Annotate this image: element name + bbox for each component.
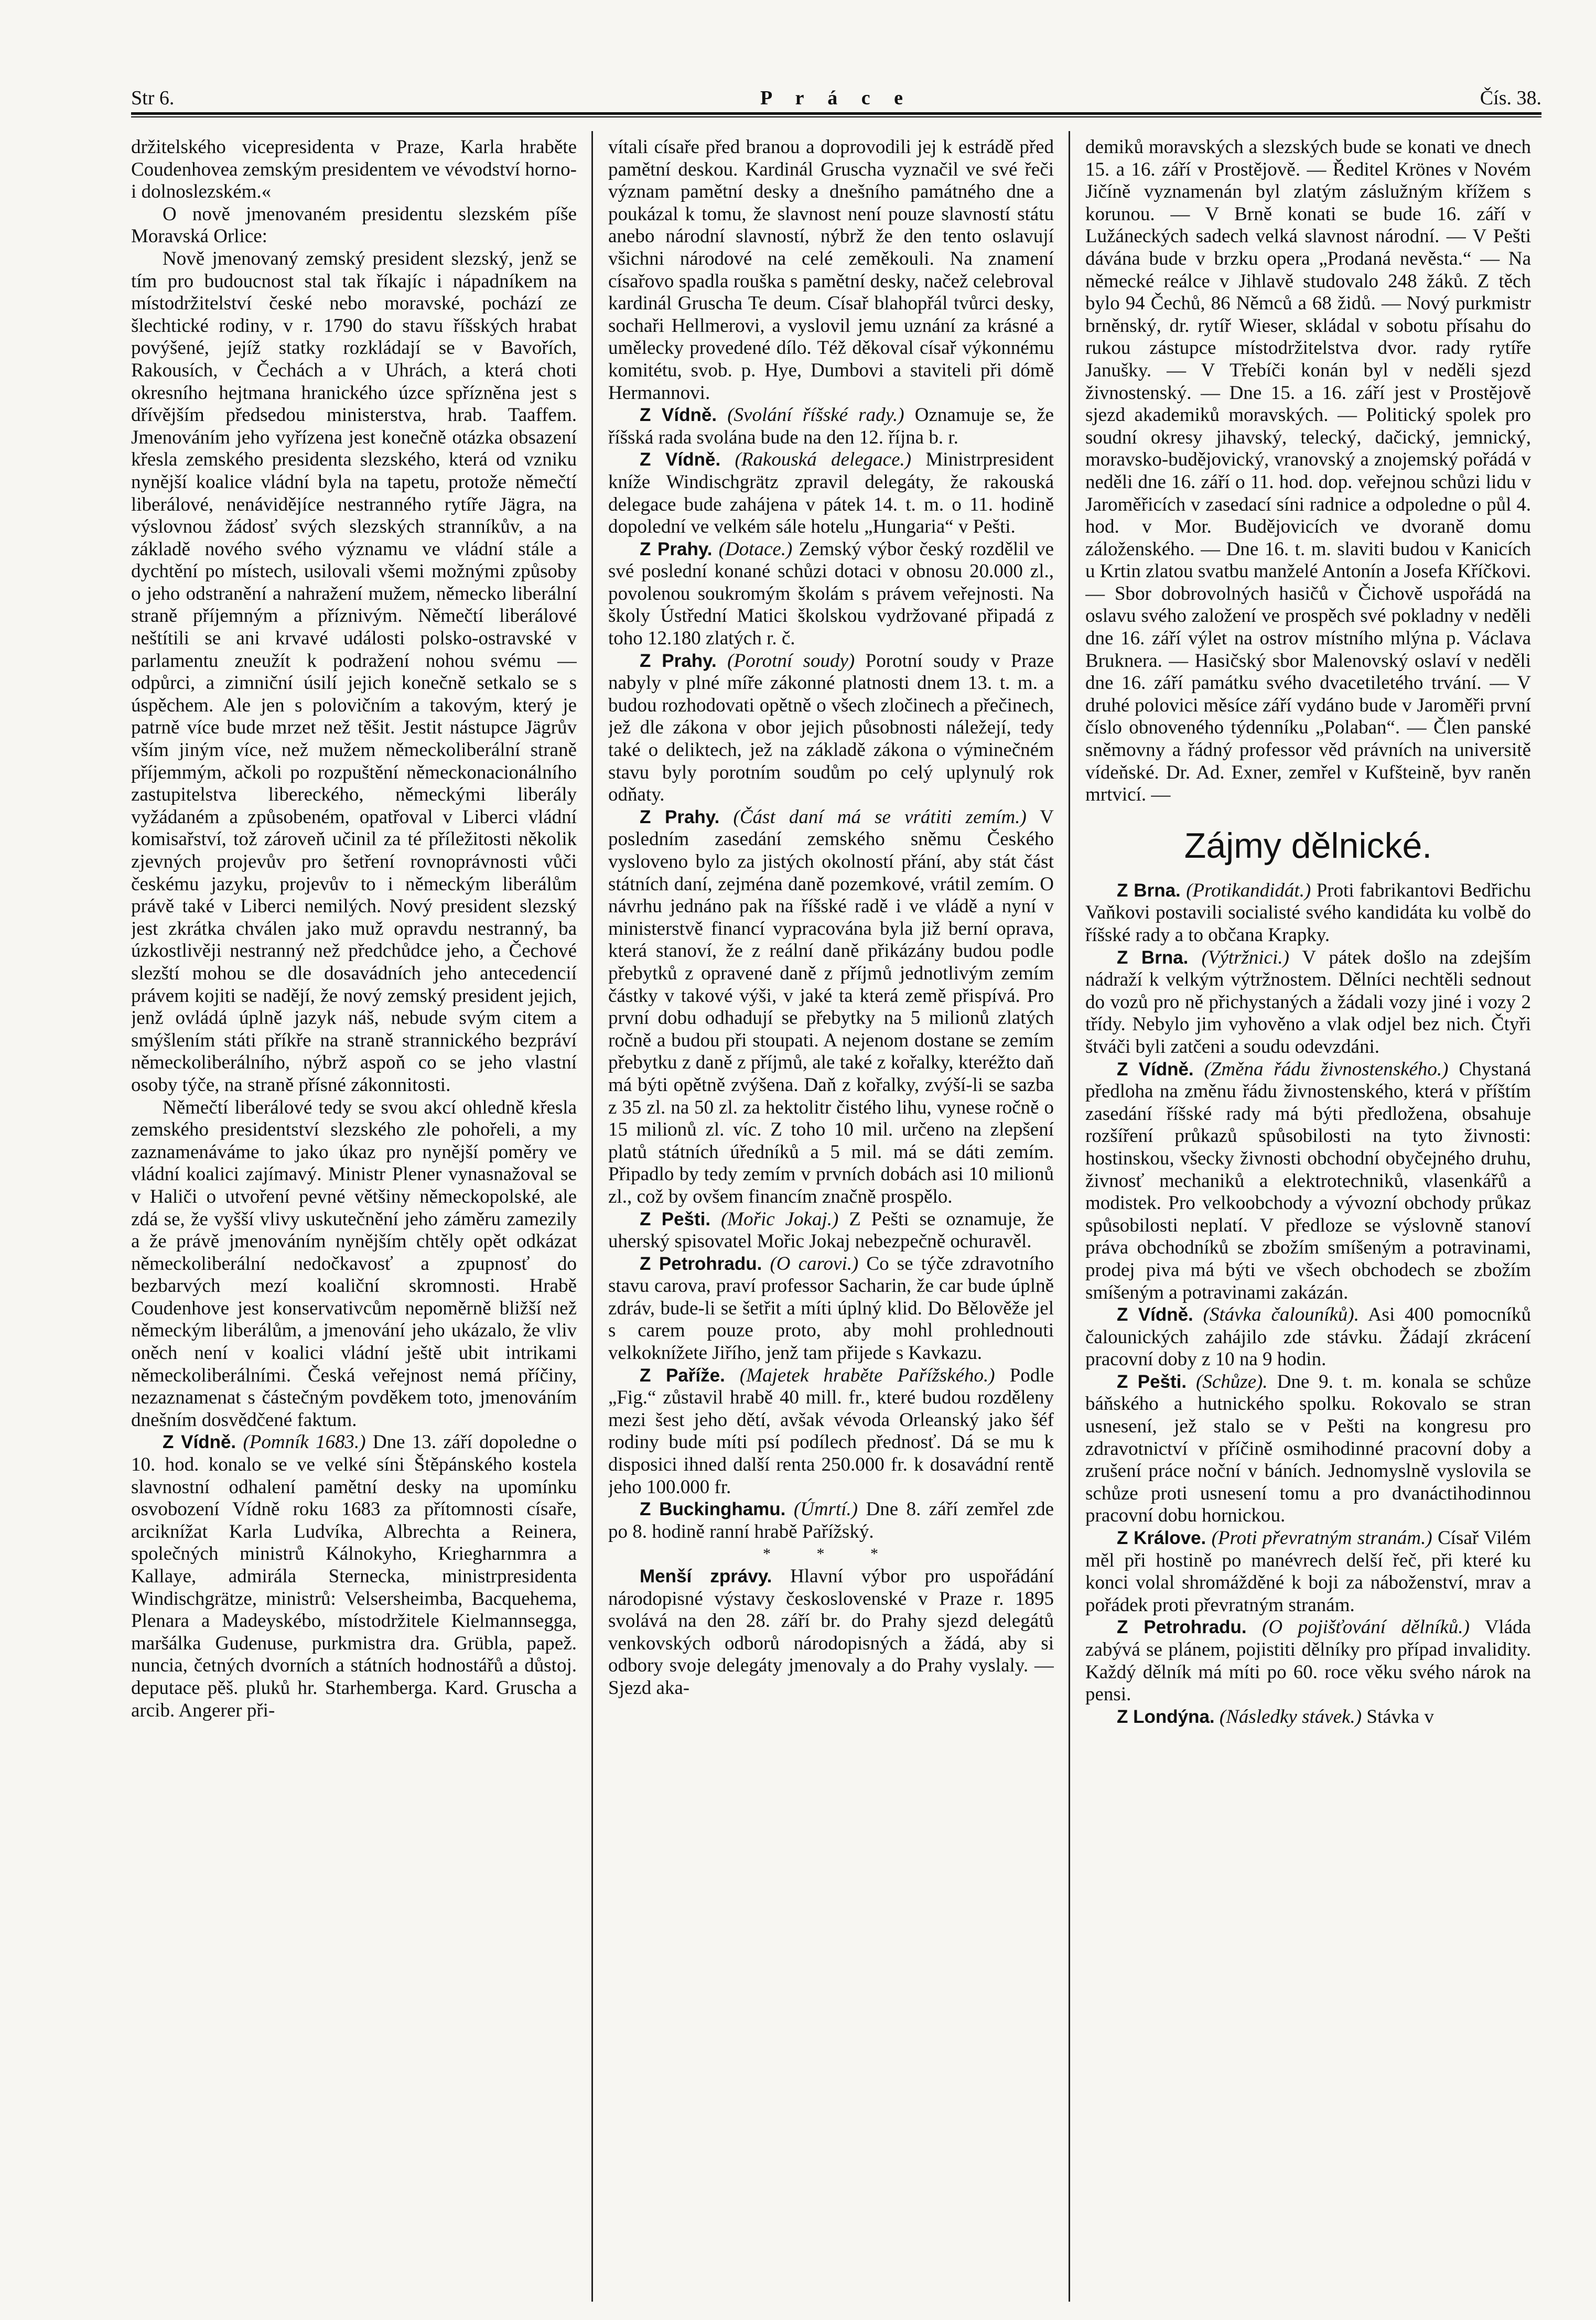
item-text: Dne 8. září zemřel zde po 8. hodině ranní hrabě Pařížský. [608, 1498, 1054, 1542]
news-item [608, 449, 1054, 538]
item-text: Vláda zabývá se plánem, pojistiti dělníky pro případ invalidity. Každý dělník má míti po 60. roce věku svého nárok na pensi. [1085, 1616, 1531, 1706]
dateline: Z Prahy. [640, 538, 713, 559]
item-text: Dne 9. t. m. konala se schůze báňského a hutnického spolku. Rokovalo se stran usnesení, jež stalo se v Pešti na kongresu pro zdravotnictví v příčině osmihodinné pracovní doby a zrušení práce noční v báních. Jednomyslně vyslovila se schůze proti usnesení tomu a pro dvanáctihodinnou pracovní dobu hornickou. [1085, 1371, 1531, 1527]
rubric: (Úmrtí.) [793, 1498, 858, 1520]
column-divider-1 [591, 131, 593, 2302]
rubric: (Rakouská delegace.) [735, 449, 912, 471]
item-text: V pátek došlo na zdejším nádraží k velkým výtržnostem. Dělníci nechtěli sednout do vozů pro ně přichystaných a žádali vozy jiné i vozy 2 třídy. Nebylo jim vyhověno a vlak odjel bez nich. Čtyři štváči byli zatčeni a soudu odevzdáni. [1085, 946, 1531, 1058]
column-divider-2 [1069, 131, 1070, 2302]
section-separator: * * * [763, 1545, 899, 1563]
dateline: Z Brna. [1117, 947, 1189, 968]
item-text: V posledním zasedání zemského sněmu Českého vysloveno bylo za jistých okolností přání, aby stát část státních daní, zejména daně pozemkové, vrátil zemím. O návrhu jednáno pak na říšské radě i ve vládě a nyní v ministerstvě financí vypracována byla již berní oprava, která stanoví, že z reální daně přikázány budou podle přebytků z opravené daně z příjmů jednotlivým zemím částky v takové výši, v jaké ta která země přispívá. Pro první dobu odhadují se přebytky na 5 milionů zlatých ročně a budou při stoupati. A nejenom dostane se zemím přebytku z daně z příjmů, ale také z kořalky, kteréžto daň má býti opětně zvýšena. Daň z kořalky, zvýší-li se sazba z 35 zl. na 50 zl. za hektolitr čistého lihu, vynese ročně o 15 milionů zl. víc. Z toho 10 mil. určeno na zlepšení platů státních úředníků a 5 mil. má se dáti zemím. Připadlo by tedy zemím v prvních dobách asi 10 milionů zl., což by ovšem financím značně prospělo. [608, 806, 1054, 1207]
newspaper-title: P r á c e [760, 87, 913, 109]
rubric: (Následky stávek.) [1219, 1706, 1362, 1728]
news-item [608, 404, 1054, 449]
article-text: O nově jmenovaném presidentu slezském píše Moravská Orlice: [131, 203, 577, 247]
item-text: Zemský výbor český rozdělil ve své poslední konané schůzi dotaci v obnosu 20.000 zl., povolenou soukromým školám s právem veřejnosti. Na školy Ústřední Matici školskou vydržované připadá z toho 12.180 zlatých r. č. [608, 538, 1054, 650]
column-2 [608, 136, 1054, 2296]
news-item [608, 538, 1054, 650]
dateline: Z Vídně. [1117, 1304, 1193, 1325]
dateline: Z Londýna. [1117, 1706, 1215, 1727]
rubric: (Pomník 1683.) [243, 1431, 366, 1453]
item-text: Stávka v [1366, 1706, 1434, 1728]
news-item [608, 1253, 1054, 1365]
rubric: (Část daní má se vrátiti zemím.) [733, 806, 1027, 828]
rubric: (Stávka čalouníků). [1203, 1304, 1359, 1326]
rubric: (Proti převratným stranám.) [1211, 1527, 1432, 1549]
dateline: Z Buckinghamu. [640, 1499, 786, 1520]
item-text: Proti fabrikantovi Bedřichu Vaňkovi postavili socialisté svého kandidáta ku volbě do říšské rady a to občana Krapky. [1085, 879, 1531, 946]
news-item [1085, 880, 1531, 947]
item-text: Dne 13. září dopoledne o 10. hod. konalo se ve velké síni Štěpánského kostela slavnostní odhalení pamětní desky na upomínku osvobození Vídně roku 1683 za přítomnosti císaře, arciknížat Karla Ludvíka, Albrechta a Reinera, společných ministrů Kálnokyho, Kriegharnmra a Kallaye, admirála Sternecka, ministrpresidenta Windischgrätze, ministrů: Velsersheimba, Bacquehema, Plenara a Madeyskébo, místodržitele Kielmannsegga, maršálka Gudenuse, purkmistra dra. Grübla, papež. nuncia, četných dvorních a státních hodnostářů a důstoj. deputace pěš. pluků hr. Starhemberga. Kard. Gruscha a arcib. Angerer při- [131, 1431, 577, 1721]
item-text: Asi 400 pomocníků čalounických zahájilo zde stávku. Žádají zkrácení pracovní doby z 10 na 9 hodin. [1085, 1304, 1531, 1371]
column-3 [1085, 136, 1531, 2296]
news-item [1085, 1616, 1531, 1706]
rubric: (Porotní soudy) [727, 650, 855, 672]
news-item [608, 1208, 1054, 1253]
dateline: Z Petrohradu. [1117, 1617, 1247, 1638]
article-text: Nově jmenovaný zemský president slezský, jenž se tím pro budoucnost stal tak říkajíc i nápadníkem na místodržitelství české nebo moravské, pochází ze šlechtické rodiny, v r. 1790 do stavu říšských hrabat povýšené, jejíž statky rozkládají se v Bavořích, Rakousích, v Čechách a v Uhrách, a která choti okresního hejtmana hranického úzce spřízněna jest s dřívějším předsedou ministerstva, hrab. Taaffem. Jmenováním jeho vyřízena jest konečně otázka obsazení křesla zemského presidenta slezského, která od vzniku nynější koalice vládní byla na tapetu, protože němečtí liberálové, nenávidějíce nestranného rytíře Jägra, na výslovnou žádosť svých slezských stranníkův, a na základě nového svého významu ve vládní stále a dychtění po místech, usilovali všemi možnými způsoby o jeho odstranění a nahražení mužem, německo liberální straně příjemným a příznivým. Němečtí liberálové neštítili se ani krvavé události polsko-ostravské v parlamentu zneužít k podražení nohou svému — odpůrci, a zimniční úsilí jejich konečně setkalo se s úspěchem. Ale jen s polovičním a takovým, který je patrně více bude mrzet než těšit. Jestit nástupce Jägrův vším jiným více, než mužem německoliberální straně příjemmým, ačkoli po rozpuštění německonacionálního zastupitelstva libereckého, německými liberály vyžádaném a způsobeném, opatřoval v Liberci vládní komisařství, tož zároveň učinil za té příležitosti několik zjevných projevův pro šetření rovnoprávnosti vůči českému jazyku, projevův to i německým liberálům právě také v Liberci nemilých. Nový president slezský jest zkrátka chválen jako muž opravdu nestranný, ba úzkostlivěji nestranný než předchůdce jeho, a Čechové slezští mohou se dle dosavádních jeho antecedencií právem kojiti se nadějí, že nový zemský president jejich, jenž ovládá úplně jazyk náš, nebude svým citem a smýšlením státi příkře na straně strannického bezpráví německoliberálního, nýbrž aspoň co se jeho vlastní osoby týče, na straně přísné zákonnitosti. [131, 247, 577, 1096]
item-text: Co se týče zdravotního stavu carova, praví professor Sacharin, že car bude úplně zdráv, bude-li se šetřit a míti úplný klid. Do Bělověže jel s carem pouze proto, aby mohl prohlednouti velkoknížete Jiřího, jenž tam přijede s Kavkazu. [608, 1253, 1054, 1364]
item-text: Hlavní výbor pro uspořádání národopisné výstavy československé v Praze r. 1895 svolává na den 28. září br. do Prahy sjezd delegátů venkovských odborů národopisných a žádá, aby si odbory svoje delegáty jmenovaly a do Prahy vyslaly. — Sjezd aka- [608, 1566, 1054, 1699]
rubric: (Schůze). [1196, 1371, 1268, 1393]
dateline: Z Prahy. [640, 650, 717, 671]
news-item [608, 650, 1054, 806]
news-item [1085, 1059, 1531, 1304]
news-item [131, 1431, 577, 1722]
rubric: (Dotace.) [718, 538, 793, 560]
item-text: Císař Vilém měl při hostině po manévrech delší řeč, při které ku konci volal shromážděné k boji za náboženství, mrav a pořádek proti převratným stranám. [1085, 1527, 1531, 1616]
dateline: Z Brna. [1117, 880, 1181, 901]
news-item [1085, 1304, 1531, 1371]
item-text: Chystaná předloha na změnu řádu živnostenského, která v příštím zasedání říšské rady má býti předložena, obsahuje rozšíření průkazů spůsobilosti na tyto živnosti: hostinskou, všecky živnosti obchodní obyčejného druhu, živnosť mechaniků a elektrotechniků, vlasenkářů a modistek. Pro velkoobchody a vývozní obchody průkaz spůsobilosti neplatí. V předloze se výslovně stanoví práva obchodníků se zbožím smíšeným a potravinami, prodej piva má býti ve všech obchodech se zbožím smíšeným a potravinami zakázán. [1085, 1058, 1531, 1303]
news-item [608, 806, 1054, 1208]
rubric: (Mořic Jokaj.) [720, 1208, 839, 1230]
item-text: Z Pešti se oznamuje, že uherský spisovatel Mořic Jokaj nebezpečně ochuravěl. [608, 1208, 1054, 1253]
issue-number: Čís. 38. [1480, 87, 1541, 109]
dateline: Z Pešti. [640, 1208, 711, 1229]
column-1 [131, 136, 577, 2296]
rubric: (Protikandidát.) [1186, 879, 1311, 901]
news-item [1085, 947, 1531, 1059]
rubric: (Svolání říšské rady.) [727, 404, 904, 426]
dateline: Z Prahy. [640, 806, 720, 827]
dateline: Z Pešti. [1117, 1371, 1187, 1392]
news-item [1085, 1371, 1531, 1527]
item-text: Porotní soudy v Praze nabyly v plné míře zákonné platnosti dnem 13. t. m. a budou rozhodovati opětně o všech zločinech a přečinech, jež dle zákona v obor jejich působnosti náležejí, tedy také o deliktech, jež na základě zákona o výminečném stavu byly porotním soudům po celý uplynulý rok odňaty. [608, 650, 1054, 806]
rubric: (Majetek hraběte Pařížského.) [739, 1364, 995, 1386]
rubric: (Změna řádu živnostenského.) [1204, 1058, 1449, 1080]
rubric: (O carovi.) [770, 1253, 859, 1275]
item-text: Ministrpresident kníže Windischgrätz zpravil delegáty, že rakouská delegace bude zahájena v pátek 14. t. m. o 11. hodině dopolední ve velkém sále hotelu „Hungaria“ v Pešti. [608, 449, 1054, 538]
item-text: Podle „Fig.“ zůstavil hrabě 40 mill. fr., které budou rozděleny mezi šest jeho dětí, avšak vévoda Orleanský jako šéf rodiny bude míti psí podílech přednosť. Dá se mu k disposici ihned další renta 250.000 fr. k dosavádní rentě jeho 100.000 fr. [608, 1364, 1054, 1498]
article-text: demiků moravských a slezských bude se konati ve dnech 15. a 16. září v Prostějově. — Ředitel Krönes v Novém Jičíně vyznamenán byl zlatým záslužným křížem s korunou. — V Brně konati se bude 16. září v Lužáneckých sadech velká slavnost národní. — V Pešti dávána bude v brzku opera „Prodaná nevěsta.“ — Na německé reálce v Jihlavě studovalo 248 žáků. Z těch bylo 94 Čechů, 86 Němců a 68 židů. — Nový purkmistr brněnský, dr. rytíř Wieser, skládal v sobotu přísahu do rukou zástupce místodržitelstva dvor. rady rytíře Janušky. — V Třebíči konán byl v neděli sjezd živnostenský. — Dne 15. a 16. září jest v Prostějově sjezd akademiků moravských. — Politický spolek pro soudní okresy jihavský, telecký, dačický, jemnický, moravsko-budějovický, vranovský a znojemský pořádá v neděli dne 16. září o 11. hod. dop. veřejnou schůzi lidu v Jaroměřicích v zasedací síni radnice a odpoledne o půl 4. hod. v Mor. Budějovicích ve dvoraně domu záloženského. — Dne 16. t. m. slaviti budou v Kanicích u Krtin zlatou svatbu manželé Antonín a Josefa Kříčkovi. — Sbor dobrovolných hasičů v Čichově uspořádá na oslavu svého založení ve prospěch své pokladny v neděli dne 16. září výlet na ostrov místního mlýna p. Václava Bruknera. — Hasičský sbor Malenovský oslaví v neděli dne 16. září památku svého dvacetiletého trvání. — V druhé polovici měsíce září vydáno bude v Jaroměři první číslo obnoveného týdenníku „Polaban“. — Člen panské sněmovny a řádný professor věd právních na universitě vídeňské. Dr. Ad. Exner, zemřel v Kufšteině, byv raněn mrtvicí. — [1085, 136, 1531, 806]
dateline: Menší zprávy. [640, 1566, 772, 1587]
news-item [608, 1365, 1054, 1499]
dateline: Z Vídně. [163, 1432, 236, 1453]
news-item [1085, 1527, 1531, 1616]
dateline: Z Vídně. [1117, 1059, 1194, 1080]
news-item [1085, 1706, 1531, 1729]
section-title: Zájmy dělnické. [1184, 825, 1432, 866]
dateline: Z Králove. [1117, 1528, 1206, 1549]
news-item [608, 1566, 1054, 1700]
dateline: Z Vídně. [640, 405, 717, 426]
dateline: Z Paříže. [640, 1365, 725, 1386]
rubric: (O pojišťování dělníků.) [1262, 1616, 1470, 1638]
article-text: vítali císaře před branou a doprovodili jej k estrádě před pamětní deskou. Kardinál Gruscha vyznačil ve své řeči význam pamětní desky a dnešního památného dne a poukázal k tomu, že slavnost není pouze slavností státu anebo národní slavností, nýbrž že den tento oslavují všichni národové na celé zeměkouli. Na znamení císařovo spadla rouška s pamětní desky, načež celebroval kardinál Gruscha Te deum. Císař blahopřál tvůrci desky, sochaři Hellmerovi, a vyslovil jemu uznání za krásné a umělecky provedené dílo. Též děkoval císař výkonnému komitétu, svob. p. Hye, Dumbovi a staviteli při dómě Hermannovi. [608, 136, 1054, 404]
dateline: Z Petrohradu. [640, 1253, 762, 1274]
article-text: držitelského vicepresidenta v Praze, Karla hraběte Coudenhovea zemským presidentem ve vévodství horno- i dolnoslezském.« [131, 136, 577, 203]
item-text: Oznamuje se, že říšská rada svolána bude na den 12. října b. r. [608, 404, 1054, 448]
dateline: Z Vídně. [640, 449, 721, 470]
news-item [608, 1498, 1054, 1543]
header-rule-thin [131, 116, 1541, 117]
article-text: Němečtí liberálové tedy se svou akcí ohledně křesla zemského presidentství slezského zle pohořeli, a my zaznamenáváme to jako úkaz pro nynější poměry ve vládní koalici zajímavý. Ministr Plener vynasnažoval se v Haliči o utvoření pevné většiny německopolské, ale zdá se, že vyšší vlivy uskutečnění jeho záměru zamezily a že právě jmenováním nynějším chtěly opět odkázat německoliberální nedočkavosť a zpupnosť do bezbarvých mezí koaliční skromnosti. Hrabě Coudenhove jest konservativcům nepoměrně bližší než německým liberálům, a jmenování jeho ukázalo, že vliv oněch není v koalici vládní ještě ubit intrikami německoliberálními. Česká veřejnost nemá příčiny, nezaznamenat s částečným povděkem toto, jmenováním dnešním dosvědčené faktum. [131, 1096, 577, 1431]
page-number: Str 6. [131, 87, 175, 109]
rubric: (Výtržnici.) [1201, 946, 1289, 968]
header-rule-thick [131, 112, 1541, 115]
